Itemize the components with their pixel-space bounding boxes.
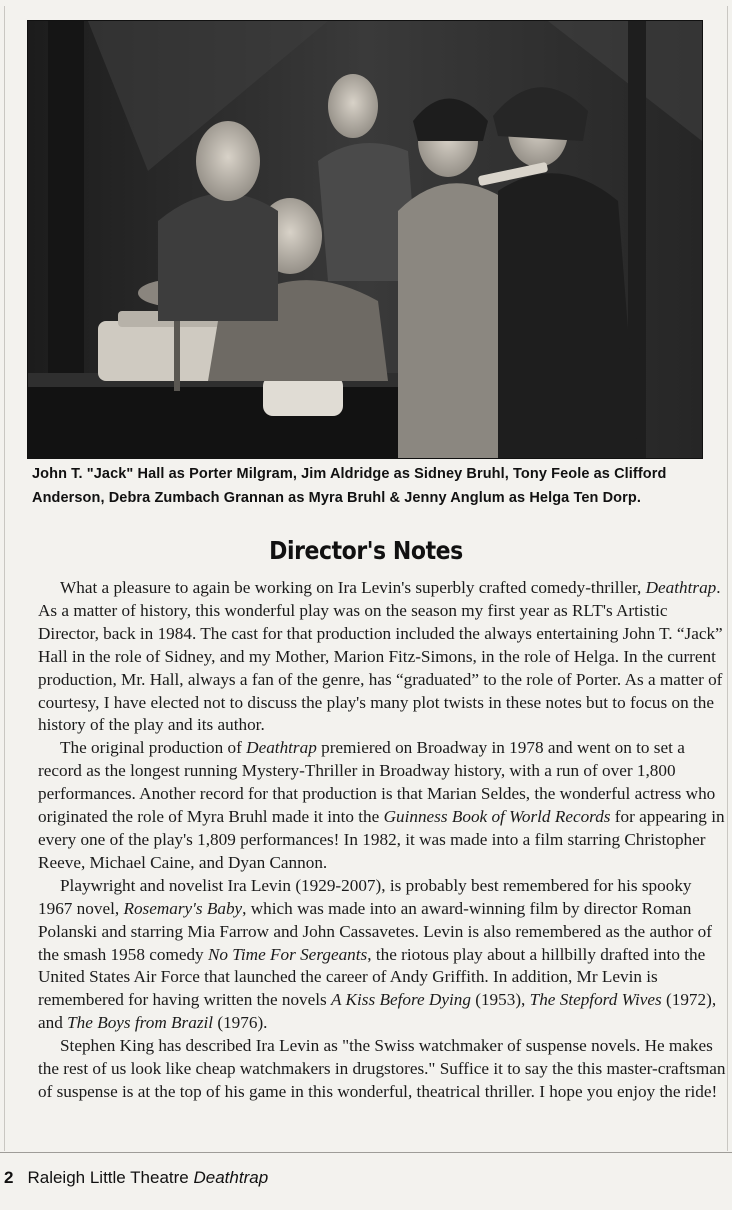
stage-photo-image xyxy=(27,20,703,459)
page-number: 2 xyxy=(4,1168,14,1187)
theatre-name: Raleigh Little Theatre xyxy=(27,1168,189,1187)
show-title: Deathtrap xyxy=(193,1168,269,1187)
notes-paragraph: What a pleasure to again be working on Ira Levin's superbly crafted comedy-thriller, Deathtrap. As a matter of history, this wonderful play was on the season my first year as RLT's Artistic Director, back in 1984. The cast for that production included the always entertaining John T. “Jack” Hall in the role of Sidney, and my Mother, Marion Fitz-Simons, in the role of Helga. In the current production, Mr. Hall, always a fan of the genre, has “graduated” to the role of Porter. As a matter of courtesy, I have elected not to discuss the play's many plot twists in these notes but to focus on the history of the play and its author. xyxy=(38,578,723,735)
photo-caption: John T. "Jack" Hall as Porter Milgram, Jim Aldridge as Sidney Bruhl, Tony Feole as Clifford Anderson, Debra Zumbach Grannan as Myra Bruhl & Jenny Anglum as Helga Ten Dorp. xyxy=(32,466,667,506)
notes-paragraph: Playwright and novelist Ira Levin (1929-2007), is probably best remembered for his spooky 1967 novel, Rosemary's Baby, which was made into an award-winning film by director Roman Polanski and starring Mia Farrow and John Cassavetes. Levin is also remembered as the author of the smash 1958 comedy No Time For Sergeants, the riotous play about a hillbilly drafted into the United States Air Force that launched the career of Andy Griffith. In addition, Mr Levin is remembered for having written the novels A Kiss Before Dying (1953), The Stepford Wives (1972), and The Boys from Brazil (1976). xyxy=(38,875,717,1033)
page-footer xyxy=(4,1168,268,1188)
footer-divider xyxy=(0,1152,732,1153)
notes-paragraph: Stephen King has described Ira Levin as "the Swiss watchmaker of suspense novels. He makes the rest of us look like cheap watchmakers in drugstores." Suffice it to say the this master-craftsman of suspense is at the top of his game in this wonderful, theatrical thriller. I hope you enjoy the ride! xyxy=(38,1036,726,1101)
directors-notes-heading: Director's Notes xyxy=(269,536,463,565)
notes-paragraph: The original production of Deathtrap premiered on Broadway in 1978 and went on to set a record as the longest running Mystery-Thriller in Broadway history, with a run of over 1,800 performances. Another record for that production is that Marian Seldes, the wonderful actress who originated the role of Myra Bruhl made it into the Guinness Book of World Records for appearing in every one of the play's 1,809 performances! In 1982, it was made into a film starring Christopher Reeve, Michael Caine, and Dyan Cannon. xyxy=(38,738,725,872)
directors-notes-body xyxy=(38,577,728,1104)
photo-illustration xyxy=(28,21,702,458)
